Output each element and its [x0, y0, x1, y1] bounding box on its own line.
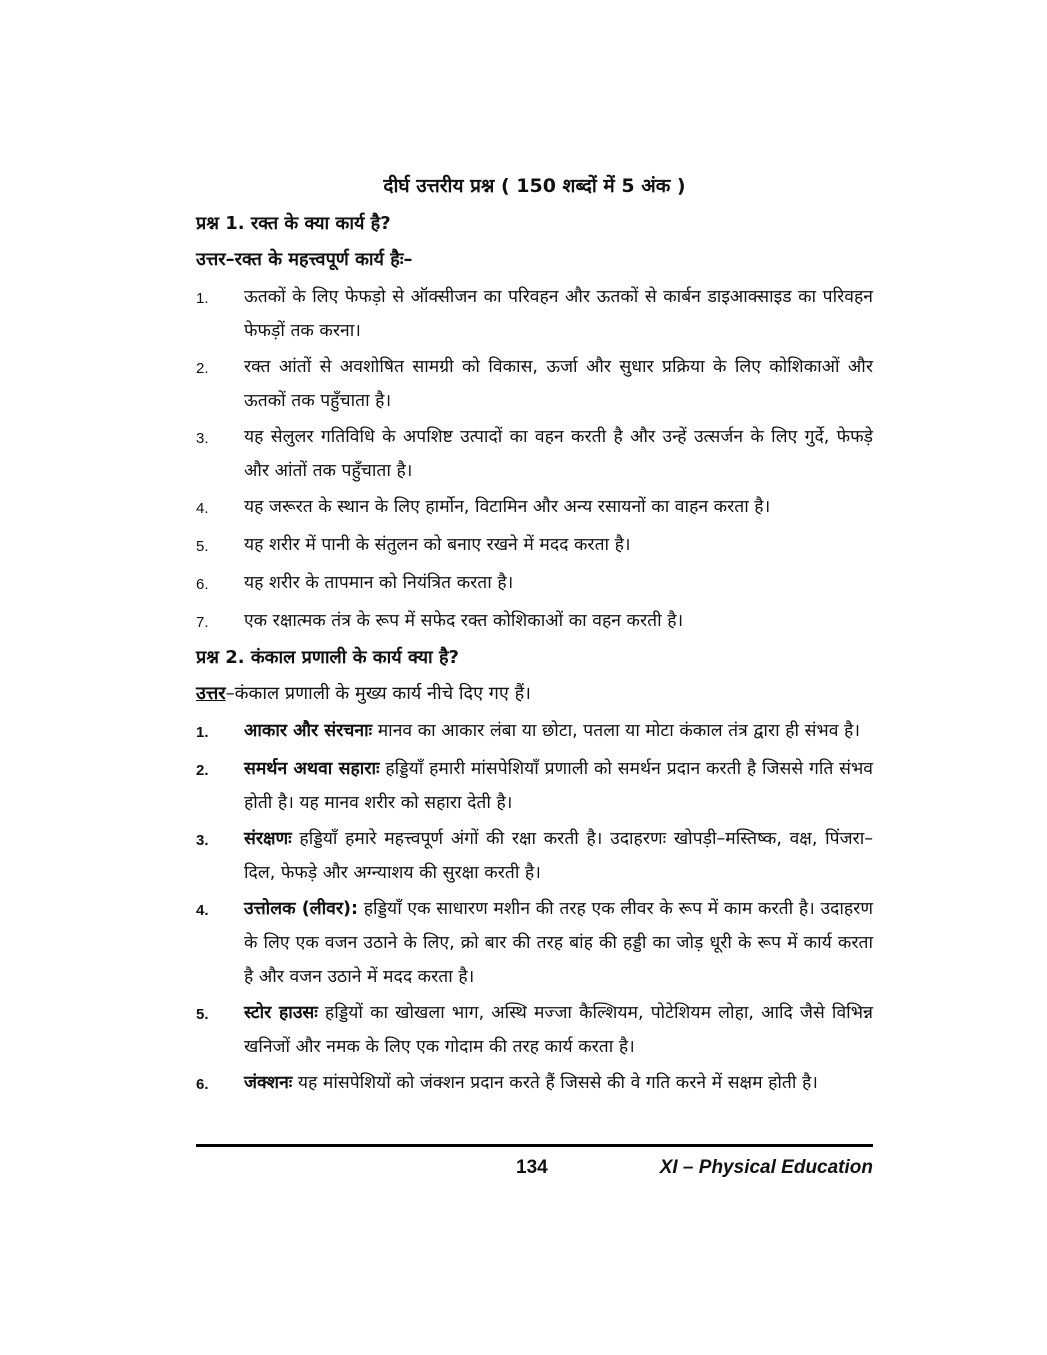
item-term: जंक्शनः [244, 1073, 293, 1093]
list-item [196, 996, 873, 1064]
item-text-wrap [244, 1066, 873, 1102]
item-number: 3. [196, 832, 209, 849]
item-text-wrap [244, 714, 873, 750]
item-text: एक रक्षात्मक तंत्र के रूप में सफेद रक्त कोशिकाओं का वहन करती है। [244, 611, 684, 631]
item-text: यह सेलुलर गतिविधि के अपशिष्ट उत्पादों का वहन करती है और उन्हें उत्सर्जन के लिए गुर्दे, फेफड़े और आंतों तक पहुँचाता है। [244, 427, 873, 481]
question-2: प्रश्न 2. कंकाल प्रणाली के कार्य क्या है? [196, 647, 459, 668]
list-item [196, 714, 873, 750]
list-item [196, 350, 873, 418]
item-number: 1. [196, 290, 209, 307]
item-text: मानव का आकार लंबा या छोटा, पतला या मोटा कंकाल तंत्र द्वारा ही संभव है। [372, 721, 860, 741]
book-subject: XI – Physical Education [659, 1157, 873, 1178]
item-number: 5. [196, 1006, 209, 1023]
item-term: स्टोर हाउसः [244, 1003, 318, 1023]
list-item [196, 490, 873, 526]
list-item [196, 604, 873, 640]
item-text-wrap [244, 822, 873, 890]
answer-1-list [196, 280, 873, 640]
item-text: ऊतकों के लिए फेफड़ो से ऑक्सीजन का परिवहन और ऊतकों से कार्बन डाइआक्साइड का परिवहन फेफड़ों तक करना। [244, 287, 873, 341]
page-number: 134 [516, 1157, 548, 1178]
list-item [196, 528, 873, 564]
item-term: उत्तोलक (लीवर): [244, 899, 359, 919]
item-number: 2. [196, 360, 209, 377]
item-number: 4. [196, 500, 209, 517]
item-number: 2. [196, 762, 209, 779]
item-text-wrap [244, 752, 873, 820]
item-text: यह जरूरत के स्थान के लिए हार्मोन, विटामिन और अन्य रसायनों का वाहन करता है। [244, 497, 771, 517]
list-item [196, 1066, 873, 1102]
answer-2-lead-text: –कंकाल प्रणाली के मुख्य कार्य नीचे दिए गए हैं। [225, 683, 531, 704]
item-number: 4. [196, 902, 209, 919]
item-text: हड्डियाँ एक साधारण मशीन की तरह एक लीवर के रूप में काम करती है। उदाहरण के लिए एक वजन उठाने के लिए, क्रो बार की तरह बांह की हड्डी का जोड़ धूरी के रूप में कार्य करता है और वजन उठाने में मदद करता है। [244, 899, 873, 987]
item-text: हड्डियाँ हमारी मांसपेशियाँ प्रणाली को समर्थन प्रदान करती है जिससे गति संभव होती है। यह मानव शरीर को सहारा देती है। [244, 759, 873, 813]
list-item [196, 822, 873, 890]
item-text-wrap [244, 892, 873, 994]
item-term: संरक्षणः [244, 829, 292, 849]
item-term: आकार और संरचनाः [244, 721, 373, 741]
answer-2-lead-label: उत्तर [196, 683, 226, 704]
item-text: यह मांसपेशियों को जंक्शन प्रदान करते हैं जिससे की वे गति करने में सक्षम होती है। [292, 1073, 818, 1093]
list-item [196, 566, 873, 602]
item-text: यह शरीर के तापमान को नियंत्रित करता है। [244, 573, 514, 593]
question-1: प्रश्न 1. रक्त के क्या कार्य है? [196, 213, 391, 234]
list-item [196, 280, 873, 348]
list-item [196, 752, 873, 820]
list-item [196, 420, 873, 488]
item-text-wrap [244, 996, 873, 1064]
item-number: 6. [196, 576, 209, 593]
item-text: यह शरीर में पानी के संतुलन को बनाए रखने में मदद करता है। [244, 535, 631, 555]
item-number: 1. [196, 724, 209, 741]
answer-1-lead-text: उत्तर–रक्त के महत्त्वपूर्ण कार्य हैः– [196, 249, 413, 270]
page-content [196, 172, 873, 1106]
item-term: समर्थन अथवा सहाराः [244, 759, 380, 779]
section-title: दीर्घ उत्तरीय प्रश्न ( 150 शब्दों में 5 अंक ) [383, 175, 686, 197]
item-number: 6. [196, 1076, 209, 1093]
item-number: 3. [196, 430, 209, 447]
answer-2-lead [196, 680, 873, 708]
item-number: 7. [196, 614, 209, 631]
answer-1-lead [196, 246, 873, 274]
item-text: रक्त आंतों से अवशोषित सामग्री को विकास, ऊर्जा और सुधार प्रक्रिया के लिए कोशिकाओं और ऊतकों तक पहुँचाता है। [244, 357, 873, 411]
page-footer [196, 1144, 873, 1178]
item-number: 5. [196, 538, 209, 555]
item-text: हड्डियाँ हमारे महत्त्वपूर्ण अंगों की रक्षा करती है। उदाहरणः खोपड़ी–मस्तिष्क, वक्ष, पिंजरा–दिल, फेफड़े और अग्न्याशय की सुरक्षा करती है। [244, 829, 873, 883]
answer-2-list [196, 714, 873, 1102]
list-item [196, 892, 873, 994]
item-text: हड्डियों का खोखला भाग, अस्थि मज्जा कैल्शियम, पोटेशियम लोहा, आदि जैसे विभिन्न खनिजों और नमक के लिए एक गोदाम की तरह कार्य करता है। [244, 1003, 873, 1057]
